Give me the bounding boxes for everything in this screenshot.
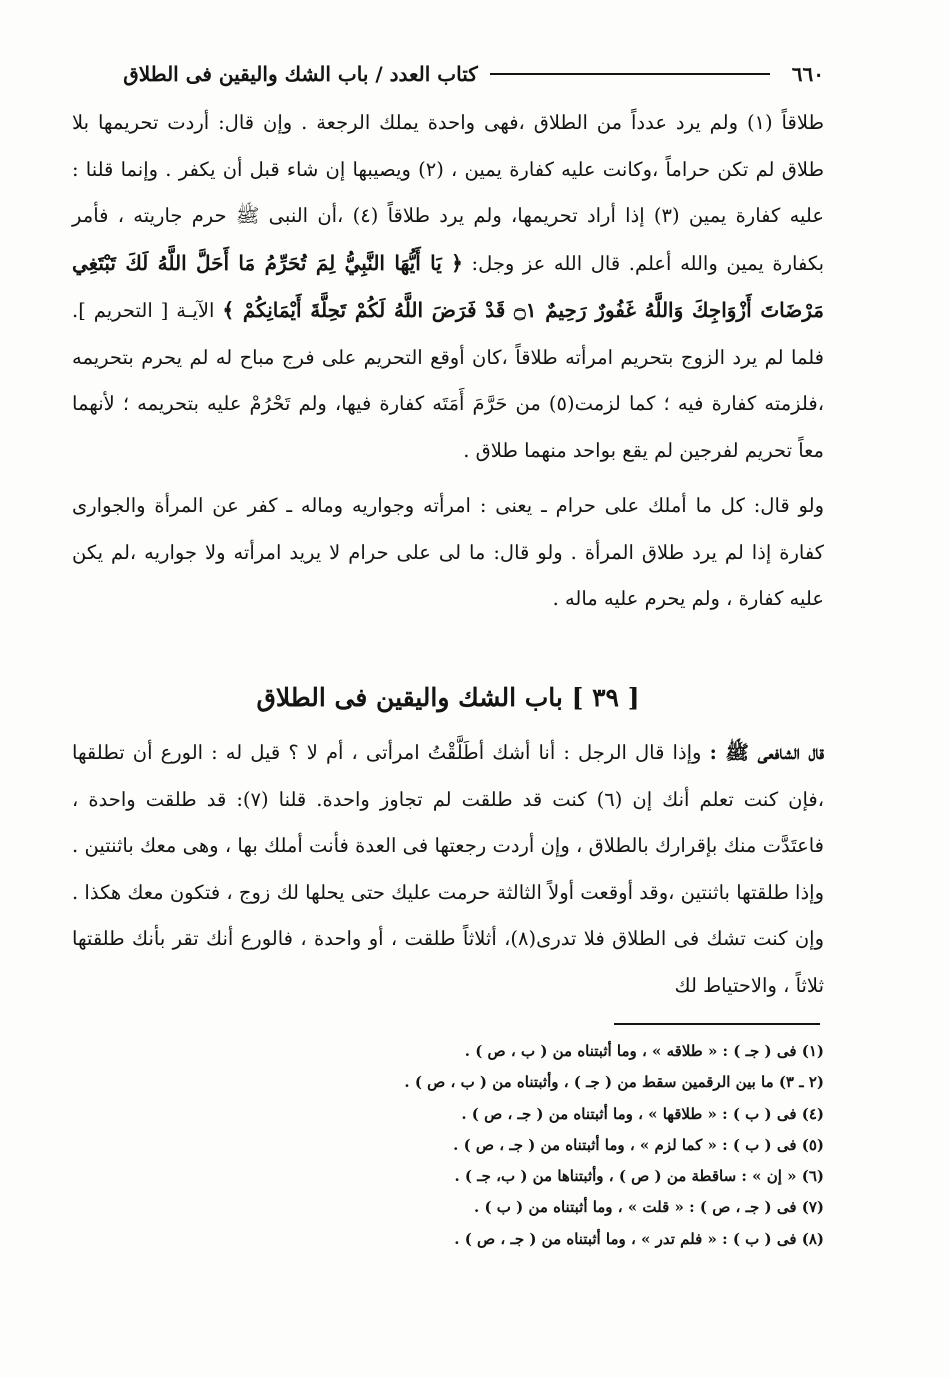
- section-text: وإذا قال الرجل : أنا أشك أطَلَّقْتُ امرأتى ، أم لا ؟ قيل له : الورع أن تطلقها ،فإن كنت تعلم أنك إن (٦) كنت قد طلقت لم تجاوز واحدة. قلنا (٧): قد طلقت واحدة ، فاعتَدَّت منك بإقرارك بالطلاق ، وإن أردت رجعتها فى العدة فأنت أملك بها ، وهى معك باثنتين . وإذا طلقتها باثنتين ،وقد أوقعت أولاً الثالثة حرمت عليك حتى يحلها لك زوج ، فتكون معك هكذا . وإن كنت تشك فى الطلاق فلا تدرى(٨)، أثلاثاً طلقت ، أو واحدة ، فالورع أنك تقر بأنك طلقتها ثلاثاً ، والاحتياط لك: [72, 741, 825, 997]
- footnote-8: (٨) فى ( ب ) : « فلم تدر » ، وما أثبتناه من ( جـ ، ص ) .: [454, 1229, 824, 1248]
- section-heading: [ ٣٩ ] باب الشك واليقين فى الطلاق: [256, 683, 640, 712]
- footnote-5: (٥) فى ( ب ) : « كما لزم » ، وما أثبتناه من ( جـ ، ص ) .: [453, 1135, 824, 1154]
- section-lead: قال الشافعى ﷺ :: [709, 741, 825, 764]
- paragraph-2: [72, 483, 824, 623]
- footnote-7: (٧) فى ( جـ ، ص ) : « قلت » ، وما أثبتناه من ( ب ) .: [474, 1198, 824, 1217]
- running-header: [72, 58, 824, 90]
- footnote-1: (١) فى ( جـ ) : « طلاقه » ، وما أثبتناه من ( ب ، ص ) .: [464, 1042, 824, 1060]
- paragraph-1: [72, 100, 824, 474]
- footnote-2-3: (٢ ـ ٣) ما بين الرقمين سقط من ( جـ ) ، وأثبتناه من ( ب ، ص ) .: [404, 1073, 824, 1092]
- footnotes: [72, 1036, 824, 1255]
- paragraph-1-text: طلاقاً (١) ولم يرد عدداً من الطلاق ،فهى واحدة يملك الرجعة . وإن قال: أردت تحريمها بلا طلاق لم تكن حراماً ،وكانت عليه كفارة يمين ، (٢) ويصيبها إن شاء قبل أن يكفر . وإنما قلنا : عليه كفارة يمين (٣) إذا أراد تحريمها، ولم يرد طلاقاً (٤) ،أن النبى ﷺ حرم جاريته ، فأمر بكفارة يمين والله أعلم. قال الله عز وجل:: [72, 111, 825, 275]
- header-rule: [490, 73, 770, 75]
- footnote-6: (٦) « إن » : ساقطة من ( ص ) ، وأثبتناها من ( ب، جـ ) .: [454, 1167, 824, 1186]
- footnote-4: (٤) فى ( ب ) : « طلاقها » ، وما أثبتناه من ( جـ ، ص ) .: [461, 1104, 824, 1123]
- section-paragraph: [72, 730, 824, 1009]
- quran-verse: ﴿ يَا أَيُّهَا النَّبِيُّ لِمَ تُحَرِّمُ مَا أَحَلَّ اللَّهُ لَكَ تَبْتَغِي مَرْضَاتَ أَزْوَاجِكَ وَاللَّهُ غَفُورٌ رَحِيمٌ ۝١ قَدْ فَرَضَ اللَّهُ لَكُمْ تَحِلَّةَ أَيْمَانِكُمْ ﴾: [72, 250, 825, 322]
- page-number: ٦٦٠: [791, 62, 824, 86]
- paragraph-2-text: ولو قال: كل ما أملك على حرام ـ يعنى : امرأته وجواريه وماله ـ كفر عن المرأة والجوارى كفارة إذا لم يرد طلاق المرأة . ولو قال: ما لى على حرام لا يريد امرأته ولا جواريه ،لم يكن عليه كفارة ، ولم يحرم عليه ماله .: [72, 494, 824, 610]
- running-title: كتاب العدد / باب الشك واليقين فى الطلاق: [123, 62, 478, 86]
- footnote-divider: [614, 1023, 820, 1025]
- paragraph-1-continuation: الآيـة [ التحريم ]. فلما لم يرد الزوج بتحريم امرأته طلاقاً ،كان أوقع التحريم على فرج مباح له لم يحرم بتحريمه ،فلزمته كفارة فيه ؛ كما لزمت(٥) من حَرَّمَ أَمَتَه كفارة فيها، ولم تَحْرُمْ عليه بتحريمه ؛ لأنهما معاً تحريم لفرجين لم يقع بواحد منهما طلاق .: [72, 299, 824, 462]
